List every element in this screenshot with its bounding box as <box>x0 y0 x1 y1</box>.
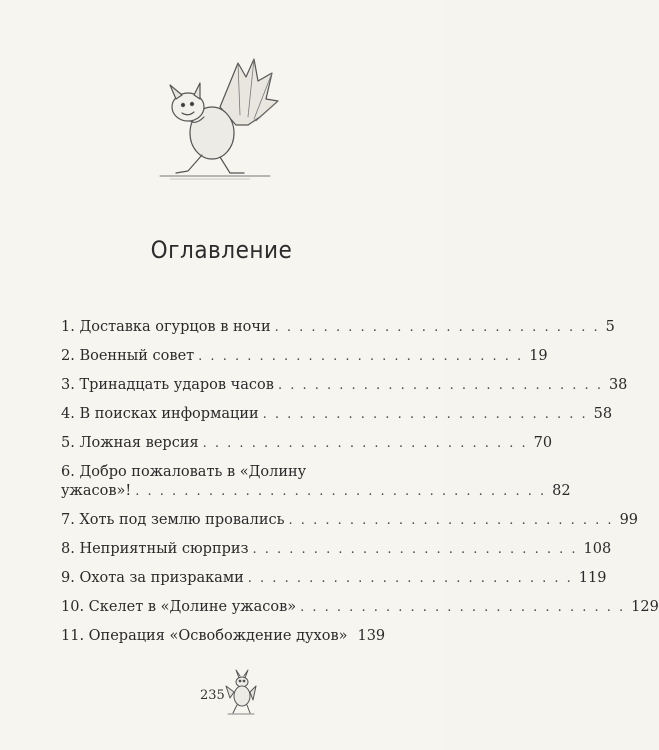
toc-leader-dots: . . . . . . . . . . . . . . . . . . . . . . . . . . . <box>277 378 603 393</box>
toc-entry-page: 139 <box>357 628 386 644</box>
toc-leader-dots: . . . . . . . . . . . . . . . . . . . . . . . . . . . <box>198 349 524 364</box>
toc-entry-page: 58 <box>593 406 613 422</box>
toc-entry-page: 82 <box>552 483 571 499</box>
toc-entry <box>61 463 571 501</box>
toc-leader-dots: . . . . . . . . . . . . . . . . . . . . . . . . . . . . . . . . . . <box>135 484 547 499</box>
table-of-contents <box>61 318 659 646</box>
toc-leader-dots: . . . . . . . . . . . . . . . . . . . . . . . . . . . <box>202 436 528 451</box>
toc-entry-label: 9. Охота за призраками <box>61 570 244 586</box>
toc-entry-page: 129 <box>631 599 659 615</box>
toc-entry-label: 6. Добро пожаловать в «Долину <box>61 464 307 480</box>
toc-entry-page: 38 <box>608 377 628 393</box>
toc-entry-label: 11. Операция «Освобождение духов» <box>61 628 348 644</box>
toc-entry <box>61 434 553 453</box>
toc-entry <box>61 347 548 366</box>
toc-entry-page: 70 <box>533 435 553 451</box>
toc-leader-dots: . . . . . . . . . . . . . . . . . . . . . . . . . . . <box>274 320 600 335</box>
toc-leader-dots: . . . . . . . . . . . . . . . . . . . . . . . . . . . <box>288 513 614 528</box>
toc-entry-label: 1. Доставка огурцов в ночи <box>61 319 271 335</box>
toc-entry <box>61 318 615 337</box>
toc-leader-dots: . . . . . . . . . . . . . . . . . . . . . . . . . . . <box>247 571 573 586</box>
toc-entry-page: 119 <box>578 570 607 586</box>
toc-entry-page: 108 <box>583 541 612 557</box>
small-bat-icon <box>222 670 258 716</box>
toc-entry-label-continued: ужасов»! <box>61 483 132 499</box>
toc-entry-page: 19 <box>529 348 548 364</box>
toc-entry-label: 7. Хоть под землю провались <box>61 512 285 528</box>
toc-entry-label: 4. В поисках информации <box>61 406 259 422</box>
toc-entry-label: 2. Военный совет <box>61 348 195 364</box>
page-title: Оглавление <box>150 236 293 264</box>
toc-entry-label: 8. Неприятный сюрприз <box>61 541 249 557</box>
page-number: 235 <box>200 688 225 703</box>
toc-entry <box>61 511 639 530</box>
bat-illustration-icon <box>150 55 300 185</box>
toc-entry <box>61 598 659 617</box>
toc-entry <box>61 627 386 646</box>
toc-entry-label: 3. Тринадцать ударов часов <box>61 377 274 393</box>
toc-entry <box>61 569 607 588</box>
toc-entry-label: 5. Ложная версия <box>61 435 199 451</box>
toc-leader-dots: . . . . . . . . . . . . . . . . . . . . . . . . . . . <box>252 542 578 557</box>
toc-entry-page: 99 <box>619 512 639 528</box>
toc-leader-dots: . . . . . . . . . . . . . . . . . . . . . . . . . . . <box>262 407 588 422</box>
toc-entry-page: 5 <box>605 319 615 335</box>
toc-leader-dots: . . . . . . . . . . . . . . . . . . . . . . . . . . . <box>300 600 626 615</box>
toc-entry <box>61 405 613 424</box>
toc-entry <box>61 376 628 395</box>
toc-entry-label: 10. Скелет в «Долине ужасов» <box>61 599 297 615</box>
toc-entry <box>61 540 612 559</box>
